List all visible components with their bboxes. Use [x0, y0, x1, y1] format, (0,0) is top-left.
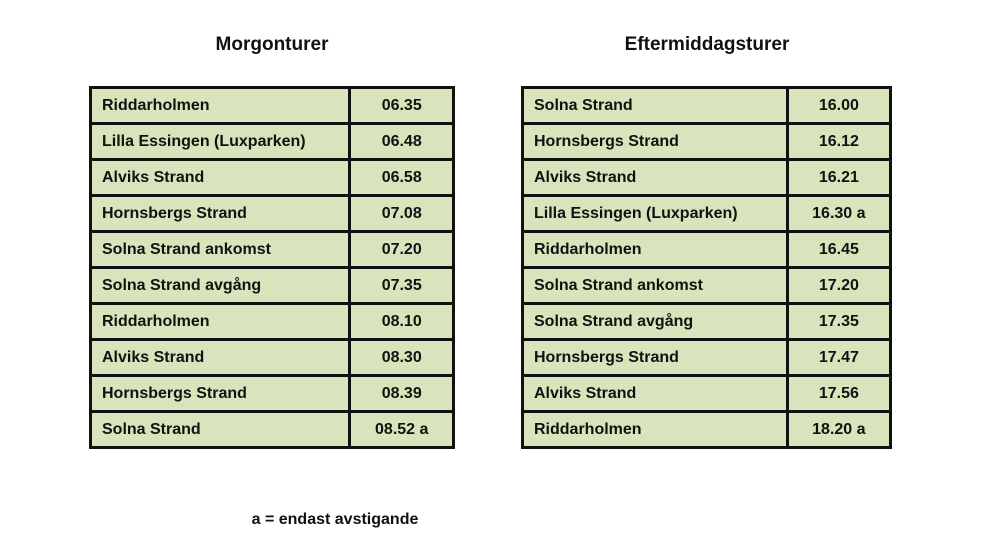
stop-cell: Solna Strand	[91, 412, 350, 448]
table-row	[91, 124, 454, 160]
table-row	[91, 340, 454, 376]
stop-cell: Riddarholmen	[523, 412, 788, 448]
table-row	[91, 196, 454, 232]
table-row	[523, 196, 891, 232]
stop-cell: Lilla Essingen (Luxparken)	[91, 124, 350, 160]
time-cell: 07.35	[350, 268, 454, 304]
morning-timetable	[89, 86, 455, 449]
stop-cell: Alviks Strand	[91, 160, 350, 196]
stop-cell: Riddarholmen	[91, 88, 350, 124]
table-row	[523, 340, 891, 376]
stop-cell: Solna Strand ankomst	[523, 268, 788, 304]
stop-cell: Solna Strand	[523, 88, 788, 124]
stop-cell: Alviks Strand	[523, 376, 788, 412]
table-row	[91, 160, 454, 196]
table-row	[523, 88, 891, 124]
time-cell: 17.56	[787, 376, 890, 412]
time-cell: 06.35	[350, 88, 454, 124]
time-cell: 16.12	[787, 124, 890, 160]
stop-cell: Alviks Strand	[523, 160, 788, 196]
table-row	[91, 304, 454, 340]
stop-cell: Riddarholmen	[523, 232, 788, 268]
time-cell: 06.58	[350, 160, 454, 196]
time-cell: 16.00	[787, 88, 890, 124]
table-row	[91, 232, 454, 268]
stop-cell: Solna Strand avgång	[91, 268, 350, 304]
time-cell: 16.45	[787, 232, 890, 268]
stop-cell: Hornsbergs Strand	[523, 124, 788, 160]
time-cell: 18.20 a	[787, 412, 890, 448]
table-row	[523, 232, 891, 268]
table-row	[91, 268, 454, 304]
stop-cell: Solna Strand avgång	[523, 304, 788, 340]
table-row	[523, 412, 891, 448]
table-row	[91, 88, 454, 124]
stop-cell: Lilla Essingen (Luxparken)	[523, 196, 788, 232]
time-cell: 16.30 a	[787, 196, 890, 232]
table-row	[91, 376, 454, 412]
table-row	[523, 160, 891, 196]
stop-cell: Solna Strand ankomst	[91, 232, 350, 268]
time-cell: 07.08	[350, 196, 454, 232]
time-cell: 17.47	[787, 340, 890, 376]
afternoon-timetable	[521, 86, 892, 449]
table-row	[523, 304, 891, 340]
time-cell: 08.30	[350, 340, 454, 376]
time-cell: 06.48	[350, 124, 454, 160]
stop-cell: Riddarholmen	[91, 304, 350, 340]
table-row	[523, 124, 891, 160]
footnote: a = endast avstigande	[251, 511, 419, 528]
stop-cell: Hornsbergs Strand	[91, 376, 350, 412]
time-cell: 08.39	[350, 376, 454, 412]
time-cell: 16.21	[787, 160, 890, 196]
time-cell: 08.52 a	[350, 412, 454, 448]
time-cell: 08.10	[350, 304, 454, 340]
table-row	[523, 268, 891, 304]
time-cell: 17.20	[787, 268, 890, 304]
table-row	[523, 376, 891, 412]
stop-cell: Hornsbergs Strand	[91, 196, 350, 232]
time-cell: 07.20	[350, 232, 454, 268]
time-cell: 17.35	[787, 304, 890, 340]
table-row	[91, 412, 454, 448]
stop-cell: Hornsbergs Strand	[523, 340, 788, 376]
afternoon-heading: Eftermiddagsturer	[624, 34, 790, 55]
stop-cell: Alviks Strand	[91, 340, 350, 376]
morning-heading: Morgonturer	[215, 34, 329, 55]
